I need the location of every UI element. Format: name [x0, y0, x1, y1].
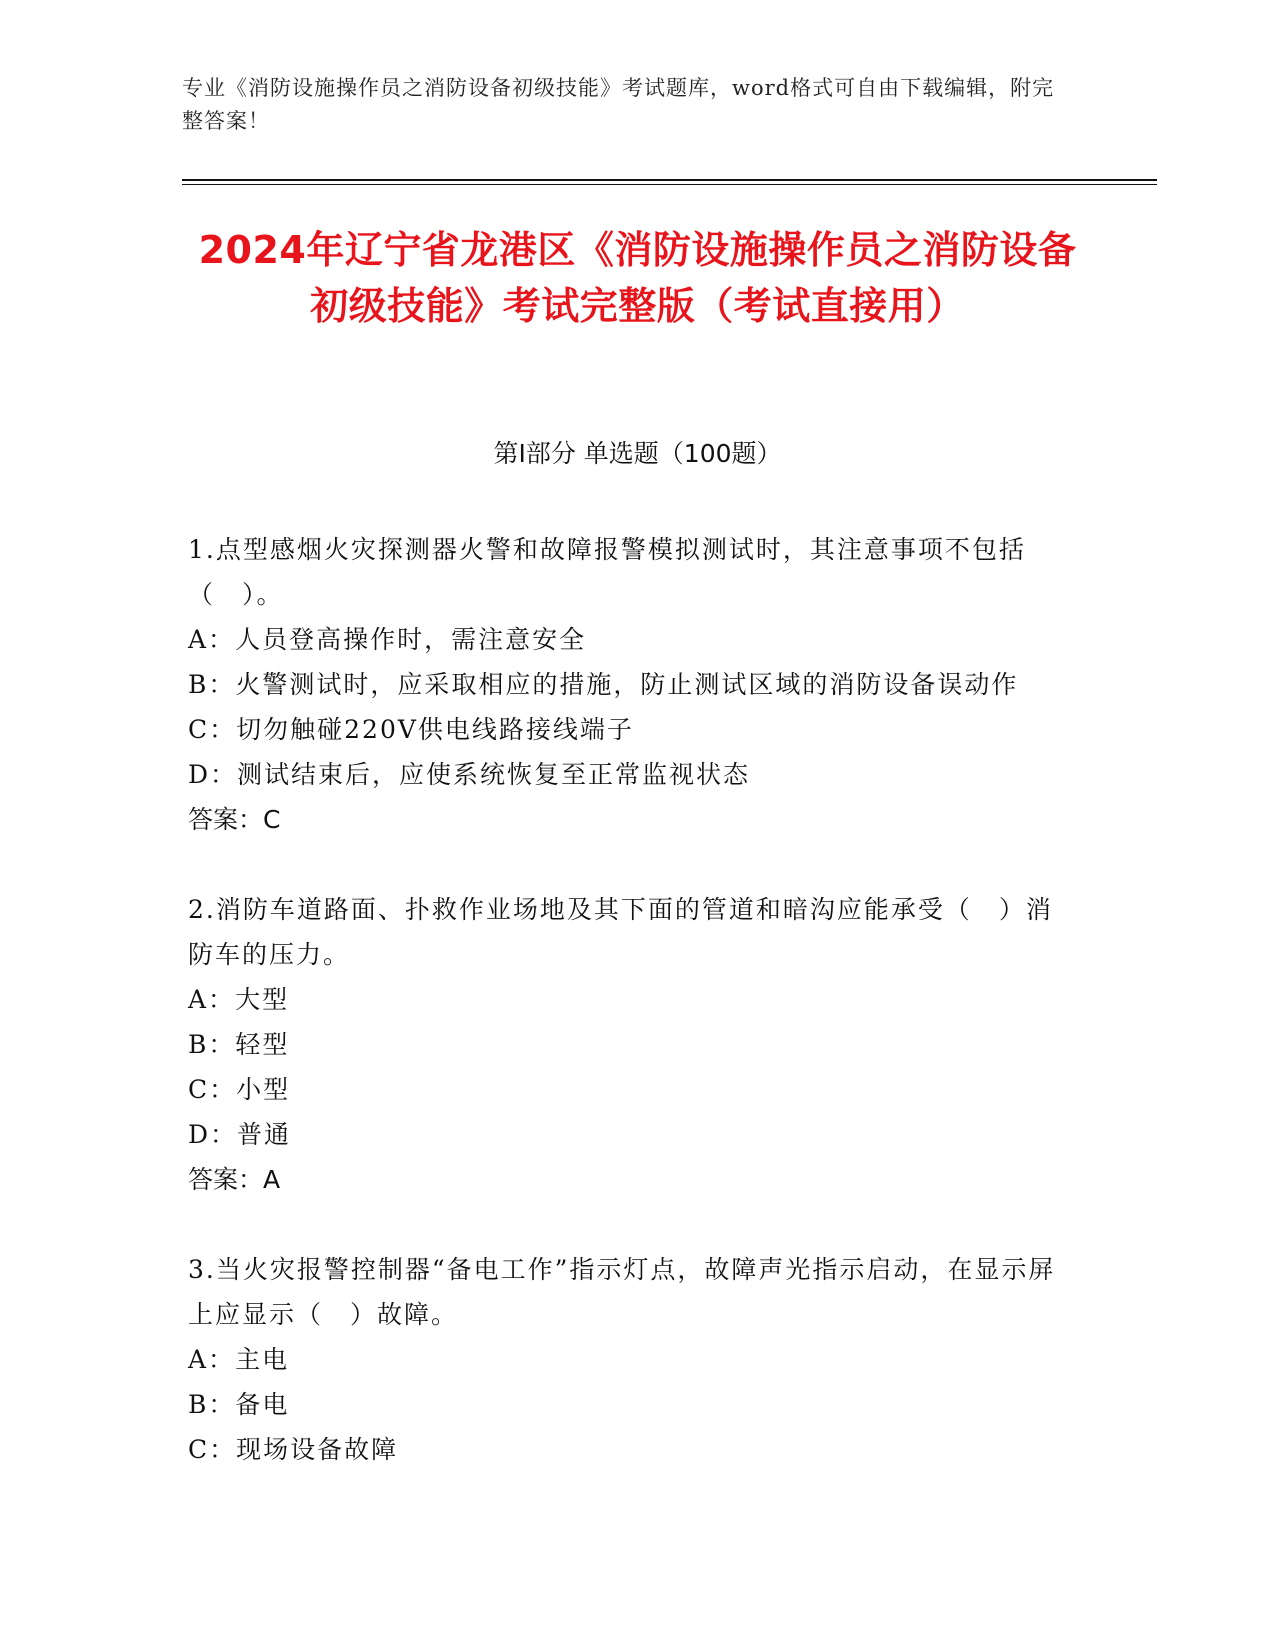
- question-option: [188, 1112, 1068, 1157]
- option-text: 火警测试时，应采取相应的措施，防止测试区域的消防设备误动作: [235, 670, 1019, 699]
- option-text: 大型: [235, 985, 290, 1014]
- section-title: 第Ⅰ部分 单选题（100题）: [493, 439, 782, 468]
- question-list: [188, 527, 1068, 1516]
- option-key: D：: [188, 760, 238, 789]
- option-text: 备电: [235, 1390, 290, 1419]
- option-text: 普通: [237, 1120, 292, 1149]
- option-text: 测试结束后，应使系统恢复至正常监视状态: [237, 760, 751, 789]
- header-rule-thick: [182, 179, 1157, 181]
- question-option: [188, 1382, 1068, 1427]
- question-option: [188, 752, 1068, 797]
- option-text: 现场设备故障: [236, 1435, 399, 1464]
- question-option: [188, 1337, 1068, 1382]
- option-key: A：: [188, 625, 236, 654]
- question-option: [188, 662, 1068, 707]
- option-text: 轻型: [235, 1030, 290, 1059]
- header-note: 专业《消防设施操作员之消防设备初级技能》考试题库，word格式可自由下载编辑，附完整答案！: [182, 76, 1055, 133]
- question-stem: 1.点型感烟火灾探测器火警和故障报警模拟测试时，其注意事项不包括（ ）。: [188, 535, 1026, 609]
- answer-line: 答案：C: [188, 805, 281, 834]
- option-key: B：: [188, 1030, 236, 1059]
- question-stem: 2.消防车道路面、扑救作业场地及其下面的管道和暗沟应能承受（ ）消防车的压力。: [188, 895, 1053, 969]
- option-text: 小型: [236, 1075, 291, 1104]
- question-item: [188, 527, 1068, 843]
- answer-line: 答案：A: [188, 1165, 281, 1194]
- question-option: [188, 1022, 1068, 1067]
- option-text: 切勿触碰220V供电线路接线端子: [236, 715, 634, 744]
- document-title: 2024年辽宁省龙港区《消防设施操作员之消防设备初级技能》考试完整版（考试直接用）: [198, 228, 1077, 328]
- option-key: A：: [188, 1345, 236, 1374]
- option-text: 主电: [235, 1345, 290, 1374]
- question-option: [188, 617, 1068, 662]
- option-key: C：: [188, 715, 237, 744]
- option-key: D：: [188, 1120, 238, 1149]
- question-item: [188, 1247, 1068, 1472]
- option-key: B：: [188, 1390, 236, 1419]
- question-option: [188, 977, 1068, 1022]
- header-rule-thin: [182, 184, 1157, 185]
- question-option: [188, 707, 1068, 752]
- option-text: 人员登高操作时，需注意安全: [235, 625, 587, 654]
- option-key: C：: [188, 1435, 237, 1464]
- question-option: [188, 1427, 1068, 1472]
- question-stem: 3.当火灾报警控制器“备电工作”指示灯点，故障声光指示启动，在显示屏上应显示（ ）故障。: [188, 1255, 1056, 1329]
- question-option: [188, 1067, 1068, 1112]
- option-key: C：: [188, 1075, 237, 1104]
- question-item: [188, 887, 1068, 1203]
- option-key: B：: [188, 670, 236, 699]
- option-key: A：: [188, 985, 236, 1014]
